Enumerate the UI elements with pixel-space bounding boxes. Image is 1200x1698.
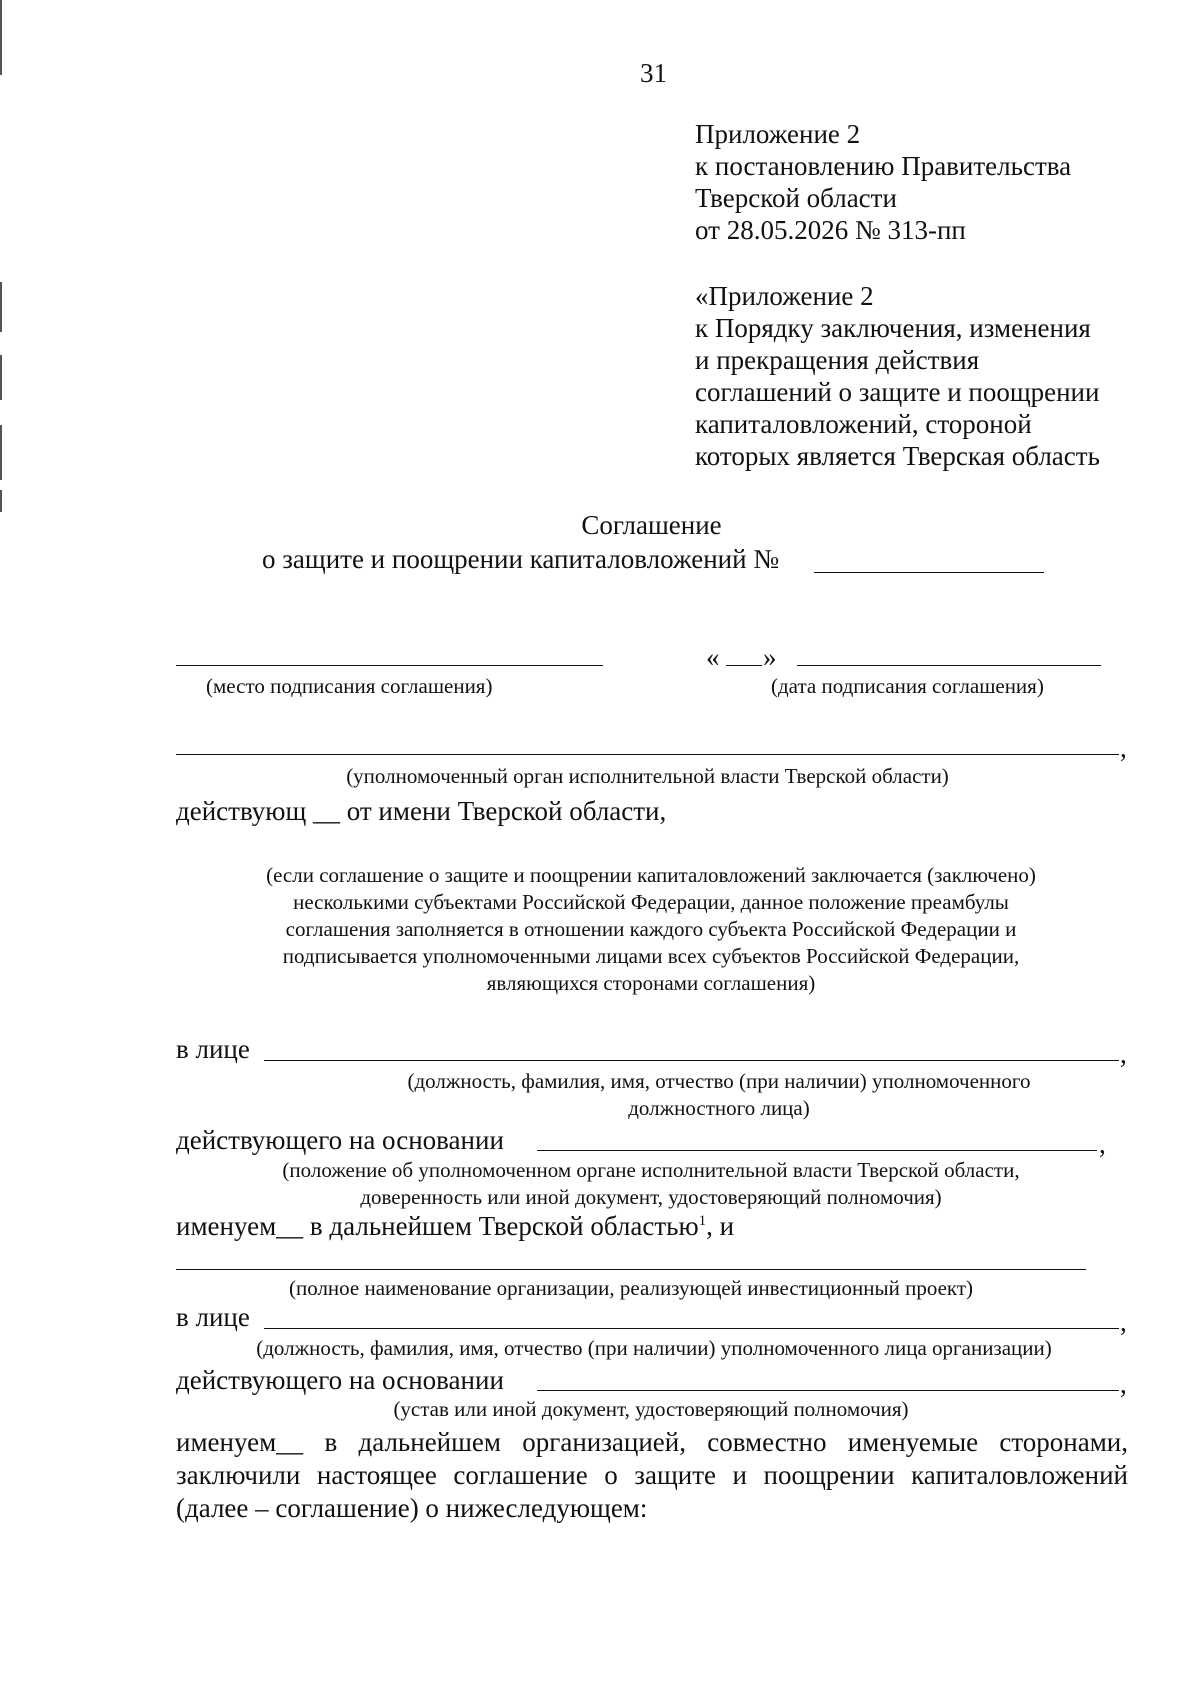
caption-line: (положение об уполномоченном органе исполнительной власти Тверской области,	[282, 1158, 1020, 1182]
caption-line: доверенность или иной документ, удостоверяющий полномочия)	[360, 1185, 942, 1209]
note-line: являющихся сторонами соглашения)	[486, 971, 816, 995]
multi-subject-note	[176, 862, 1126, 997]
caption-line: должностного лица)	[628, 1096, 810, 1120]
person-label: в лице	[176, 1034, 250, 1064]
appendix-line: Приложение 2	[695, 119, 861, 149]
order-header	[695, 280, 1100, 472]
named-region-text	[176, 1211, 734, 1242]
closing-paragraph	[176, 1426, 1128, 1525]
note-line: соглашения заполняется в отношении каждого субъекта Российской Федерации и	[285, 917, 1017, 941]
authority-field[interactable]	[176, 754, 1119, 755]
agreement-number-field[interactable]	[814, 572, 1044, 573]
signing-place-field[interactable]	[176, 665, 603, 666]
org-person-caption: (должность, фамилия, имя, отчество (при наличии) уполномоченного лица организации)	[256, 1336, 1052, 1360]
org-person-comma: ,	[1120, 1307, 1127, 1337]
appendix-line: Тверской области	[695, 183, 897, 213]
scan-margin-mark	[0, 0, 2, 75]
date-quote-close: »	[763, 642, 777, 672]
closing-line: именуем__ в дальнейшем организацией, совместно именуемые сторонами,	[176, 1427, 1128, 1457]
footnote-mark[interactable]: 1	[698, 1213, 707, 1229]
order-line: которых является Тверская область	[695, 441, 1100, 471]
order-line: соглашений о защите и поощрении	[695, 377, 1100, 407]
organization-caption: (полное наименование организации, реализующей инвестиционный проект)	[288, 1276, 974, 1300]
basis-comma: ,	[1099, 1129, 1106, 1159]
organization-field[interactable]	[176, 1269, 1086, 1270]
org-basis-label: действующего на основании	[176, 1365, 504, 1395]
signing-date-field[interactable]	[797, 665, 1101, 666]
appendix-line: от 28.05.2026 № 313-пп	[695, 215, 966, 245]
signing-date-caption: (дата подписания соглашения)	[771, 674, 1044, 698]
page-number: 31	[640, 58, 667, 88]
appendix-line: к постановлению Правительства	[695, 151, 1072, 181]
org-person-field[interactable]	[264, 1328, 1119, 1329]
scan-margin-mark	[0, 490, 2, 512]
order-line: «Приложение 2	[695, 281, 874, 311]
signing-place-caption: (место подписания соглашения)	[206, 674, 493, 698]
org-basis-field[interactable]	[537, 1390, 1119, 1391]
person-caption	[264, 1068, 1174, 1122]
org-basis-caption: (устав или иной документ, удостоверяющий полномочия)	[393, 1397, 909, 1421]
person-comma: ,	[1120, 1039, 1127, 1069]
authority-acting-text: действующ __ от имени Тверской области,	[176, 796, 667, 826]
note-line: несколькими субъектами Российской Федерации, данное положение преамбулы	[293, 890, 1009, 914]
org-person-label: в лице	[176, 1302, 250, 1332]
person-field[interactable]	[264, 1060, 1119, 1061]
scan-margin-mark	[0, 355, 2, 400]
authority-caption: (уполномоченный орган исполнительной власти Тверской области)	[346, 764, 949, 788]
note-line: (если соглашение о защите и поощрении капиталовложений заключается (заключено)	[266, 863, 1036, 887]
document-title: Соглашение	[581, 510, 722, 540]
document-subtitle: о защите и поощрении капиталовложений №	[262, 544, 780, 574]
org-basis-comma: ,	[1120, 1369, 1127, 1399]
order-line: к Порядку заключения, изменения	[695, 313, 1091, 343]
closing-line: заключили настоящее соглашение о защите и поощрении капиталовложений	[176, 1460, 1128, 1490]
named-region-main: именуем__ в дальнейшем Тверской областью	[176, 1211, 699, 1241]
order-line: и прекращения действия	[695, 345, 980, 375]
order-line: капиталовложений, стороной	[695, 409, 1032, 439]
caption-line: (должность, фамилия, имя, отчество (при наличии) уполномоченного	[407, 1069, 1031, 1093]
appendix-header	[695, 118, 1071, 246]
closing-line: (далее – соглашение) о нижеследующем:	[176, 1493, 648, 1523]
basis-field[interactable]	[537, 1150, 1097, 1151]
basis-caption	[176, 1157, 1126, 1211]
date-quote-open: «	[706, 642, 720, 672]
basis-label: действующего на основании	[176, 1125, 504, 1155]
named-region-tail: , и	[706, 1211, 735, 1241]
scan-margin-mark	[0, 282, 2, 332]
note-line: подписывается уполномоченными лицами всех субъектов Российской Федерации,	[282, 944, 1020, 968]
signing-day-field[interactable]	[726, 665, 762, 666]
authority-comma: ,	[1120, 733, 1127, 763]
scan-margin-mark	[0, 425, 2, 480]
